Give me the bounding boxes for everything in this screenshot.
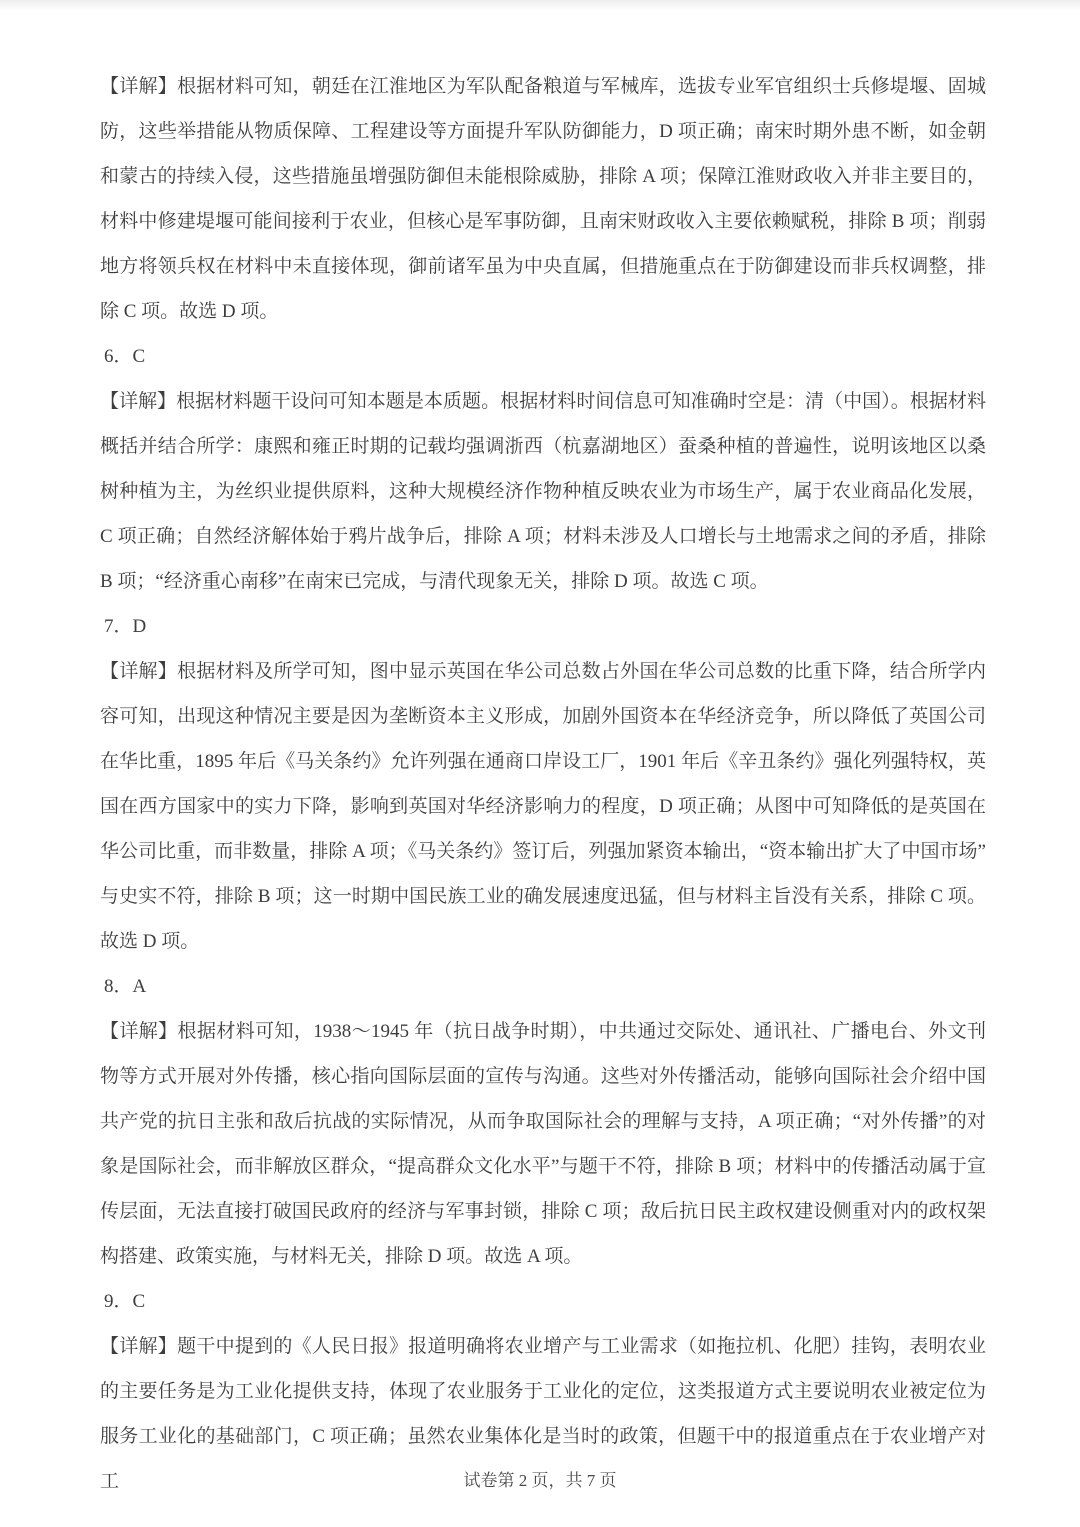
page-footer-text: 试卷第 2 页，共 7 页 <box>463 1471 617 1490</box>
explanation-paragraph: 【详解】根据材料可知，1938～1945 年（抗日战争时期），中共通过交际处、通讯社、广播电台、外文刊物等方式开展对外传播，核心指向国际层面的宣传与沟通。这些对外传播活动，能够向国际社会介绍中国共产党的抗日主张和敌后抗战的实际情况，从而争取国际社会的理解与支持，A 项正确；“对外传播”的对象是国际社会，而非解放区群众，“提高群众文化水平”与题干不符，排除 B 项；材料中的传播活动属于宣传层面，无法直接打破国民政府的经济与军事封锁，排除 C 项；敌后抗日民主政权建设侧重对内的政权架构搭建、政策实施，与材料无关，排除 D 项。故选 A 项。 <box>100 1021 986 1267</box>
answer-label: 7．D <box>104 616 147 637</box>
answer-label: 6．C <box>104 346 146 367</box>
explanation-paragraph: 【详解】根据材料可知，朝廷在江淮地区为军队配备粮道与军械库，选拔专业军官组织士兵修堤堰、固城防，这些举措能从物质保障、工程建设等方面提升军队防御能力，D 项正确；南宋时期外患不断，如金朝和蒙古的持续入侵，这些措施虽增强防御但未能根除威胁，排除 A 项；保障江淮财政收入并非主要目的，材料中修建堤堰可能间接利于农业，但核心是军事防御，且南宋财政收入主要依赖赋税，排除 B 项；削弱地方将领兵权在材料中未直接体现，御前诸军虽为中央直属，但措施重点在于防御建设而非兵权调整，排除 C 项。故选 D 项。 <box>100 76 986 322</box>
answer-label: 8．A <box>104 976 147 997</box>
page-top-edge <box>0 0 1080 10</box>
explanation-paragraph: 【详解】根据材料及所学可知，图中显示英国在华公司总数占外国在华公司总数的比重下降，结合所学内容可知，出现这种情况主要是因为垄断资本主义形成，加剧外国资本在华经济竞争，所以降低了英国公司在华比重，1895 年后《马关条约》允许列强在通商口岸设工厂，1901 年后《辛丑条约》强化列强特权，英国在西方国家中的实力下降，影响到英国对华经济影响力的程度，D 项正确；从图中可知降低的是英国在华公司比重，而非数量，排除 A 项；《马关条约》签订后，列强加紧资本输出，“资本输出扩大了中国市场”与史实不符，排除 B 项；这一时期中国民族工业的确发展速度迅猛，但与材料主旨没有关系，排除 C 项。故选 D 项。 <box>100 661 986 952</box>
explanation-paragraph: 【详解】根据材料题干设问可知本题是本质题。根据材料时间信息可知准确时空是：清（中国）。根据材料概括并结合所学：康熙和雍正时期的记载均强调浙西（杭嘉湖地区）蚕桑种植的普遍性，说明该地区以桑树种植为主，为丝织业提供原料，这种大规模经济作物种植反映农业为市场生产，属于农业商品化发展，C 项正确；自然经济解体始于鸦片战争后，排除 A 项；材料未涉及人口增长与土地需求之间的矛盾，排除 B 项；“经济重心南移”在南宋已完成，与清代现象无关，排除 D 项。故选 C 项。 <box>100 391 986 592</box>
explanation-paragraph: 【详解】题干中提到的《人民日报》报道明确将农业增产与工业需求（如拖拉机、化肥）挂钩，表明农业的主要任务是为工业化提供支持，体现了农业服务于工业化的定位，这类报道方式主要说明农业被定位为服务工业化的基础部门，C 项正确；虽然农业集体化是当时的政策，但题干中的报道重点在于农业增产对工 <box>100 1336 986 1492</box>
page-footer <box>0 1469 1080 1493</box>
answer-label: 9．C <box>104 1291 146 1312</box>
